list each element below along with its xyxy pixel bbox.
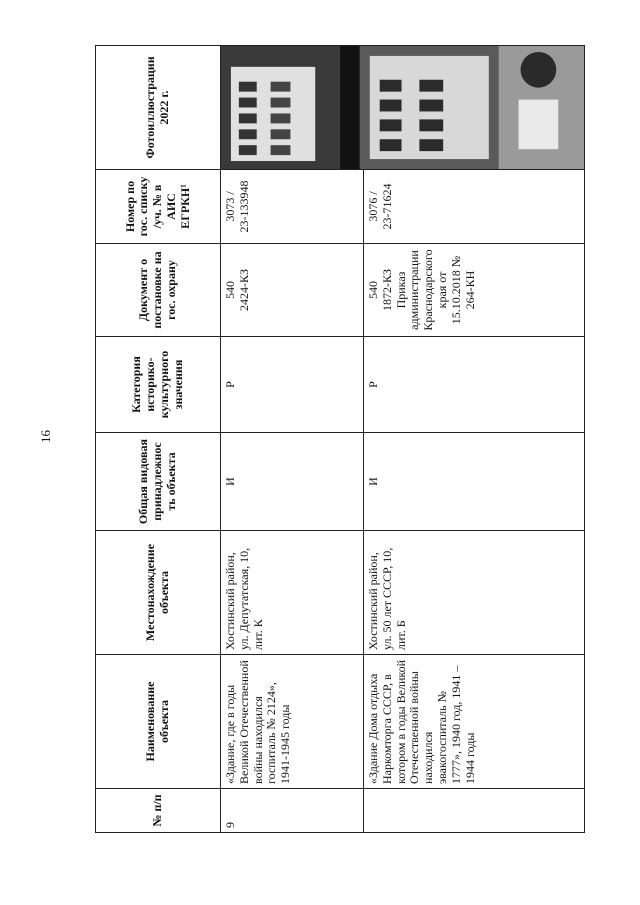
object-registry xyxy=(221,170,364,244)
object-category: Р xyxy=(364,337,585,433)
table-row xyxy=(221,46,364,833)
object-ownership: И xyxy=(221,433,364,531)
document-line: Приказ администрации Краснодарского края от 15.10.2018 № 264-КН xyxy=(393,249,477,331)
document-line: 1872-КЗ xyxy=(379,269,394,312)
object-name: «Здание, где в годы Великой Отечественной войны находился госпиталь № 2124», 1941-1945 годы xyxy=(221,655,364,789)
object-ownership: И xyxy=(364,433,585,531)
object-location: Хостинский район, ул. 50 лет СССР, 10, лит. Б xyxy=(364,531,585,655)
header-photo: Фотоиллюстрации 2022 г. xyxy=(96,46,221,170)
header-row xyxy=(96,46,221,833)
row-num xyxy=(364,789,585,833)
object-registry xyxy=(364,170,585,244)
header-ownership: Общая видовая принадлежнос ть объекта xyxy=(96,433,221,531)
row-num: 9 xyxy=(221,789,364,833)
header-registry: Номер по гос. списку /уч. № в АИС ЕГРКН¹ xyxy=(96,170,221,244)
header-category: Категория историко- культурного значения xyxy=(96,337,221,433)
document-line: 540 xyxy=(366,281,381,299)
header-document: Документ о постановке на гос. охрану xyxy=(96,244,221,337)
object-name: «Здание Дома отдыха Наркомторга СССР, в котором в годы Великой Отечественной войны находился эвакогоспиталь № 1777», 1940 год, 1941 – 1944 годы xyxy=(364,655,585,789)
building-photo-image xyxy=(221,46,584,169)
heritage-table-rotated xyxy=(95,46,579,833)
header-name: Наименование объекта xyxy=(96,655,221,789)
registry-line: 23-71624 xyxy=(379,183,394,230)
heritage-table xyxy=(95,45,585,833)
registry-line: 23-133948 xyxy=(236,180,251,233)
object-location: Хостинский район, ул. Депутатская, 10, лит. К xyxy=(221,531,364,655)
document-line: 540 xyxy=(223,281,237,299)
header-num: № п/п xyxy=(96,789,221,833)
document-line: 2424-КЗ xyxy=(236,269,251,312)
page-number: 16 xyxy=(38,430,53,443)
building-photo xyxy=(221,46,585,170)
registry-line: 3073 / xyxy=(223,191,237,222)
object-document xyxy=(364,244,585,337)
object-category: Р xyxy=(221,337,364,433)
header-location: Местонахождение объекта xyxy=(96,531,221,655)
registry-line: 3076 / xyxy=(366,191,381,222)
object-document xyxy=(221,244,364,337)
